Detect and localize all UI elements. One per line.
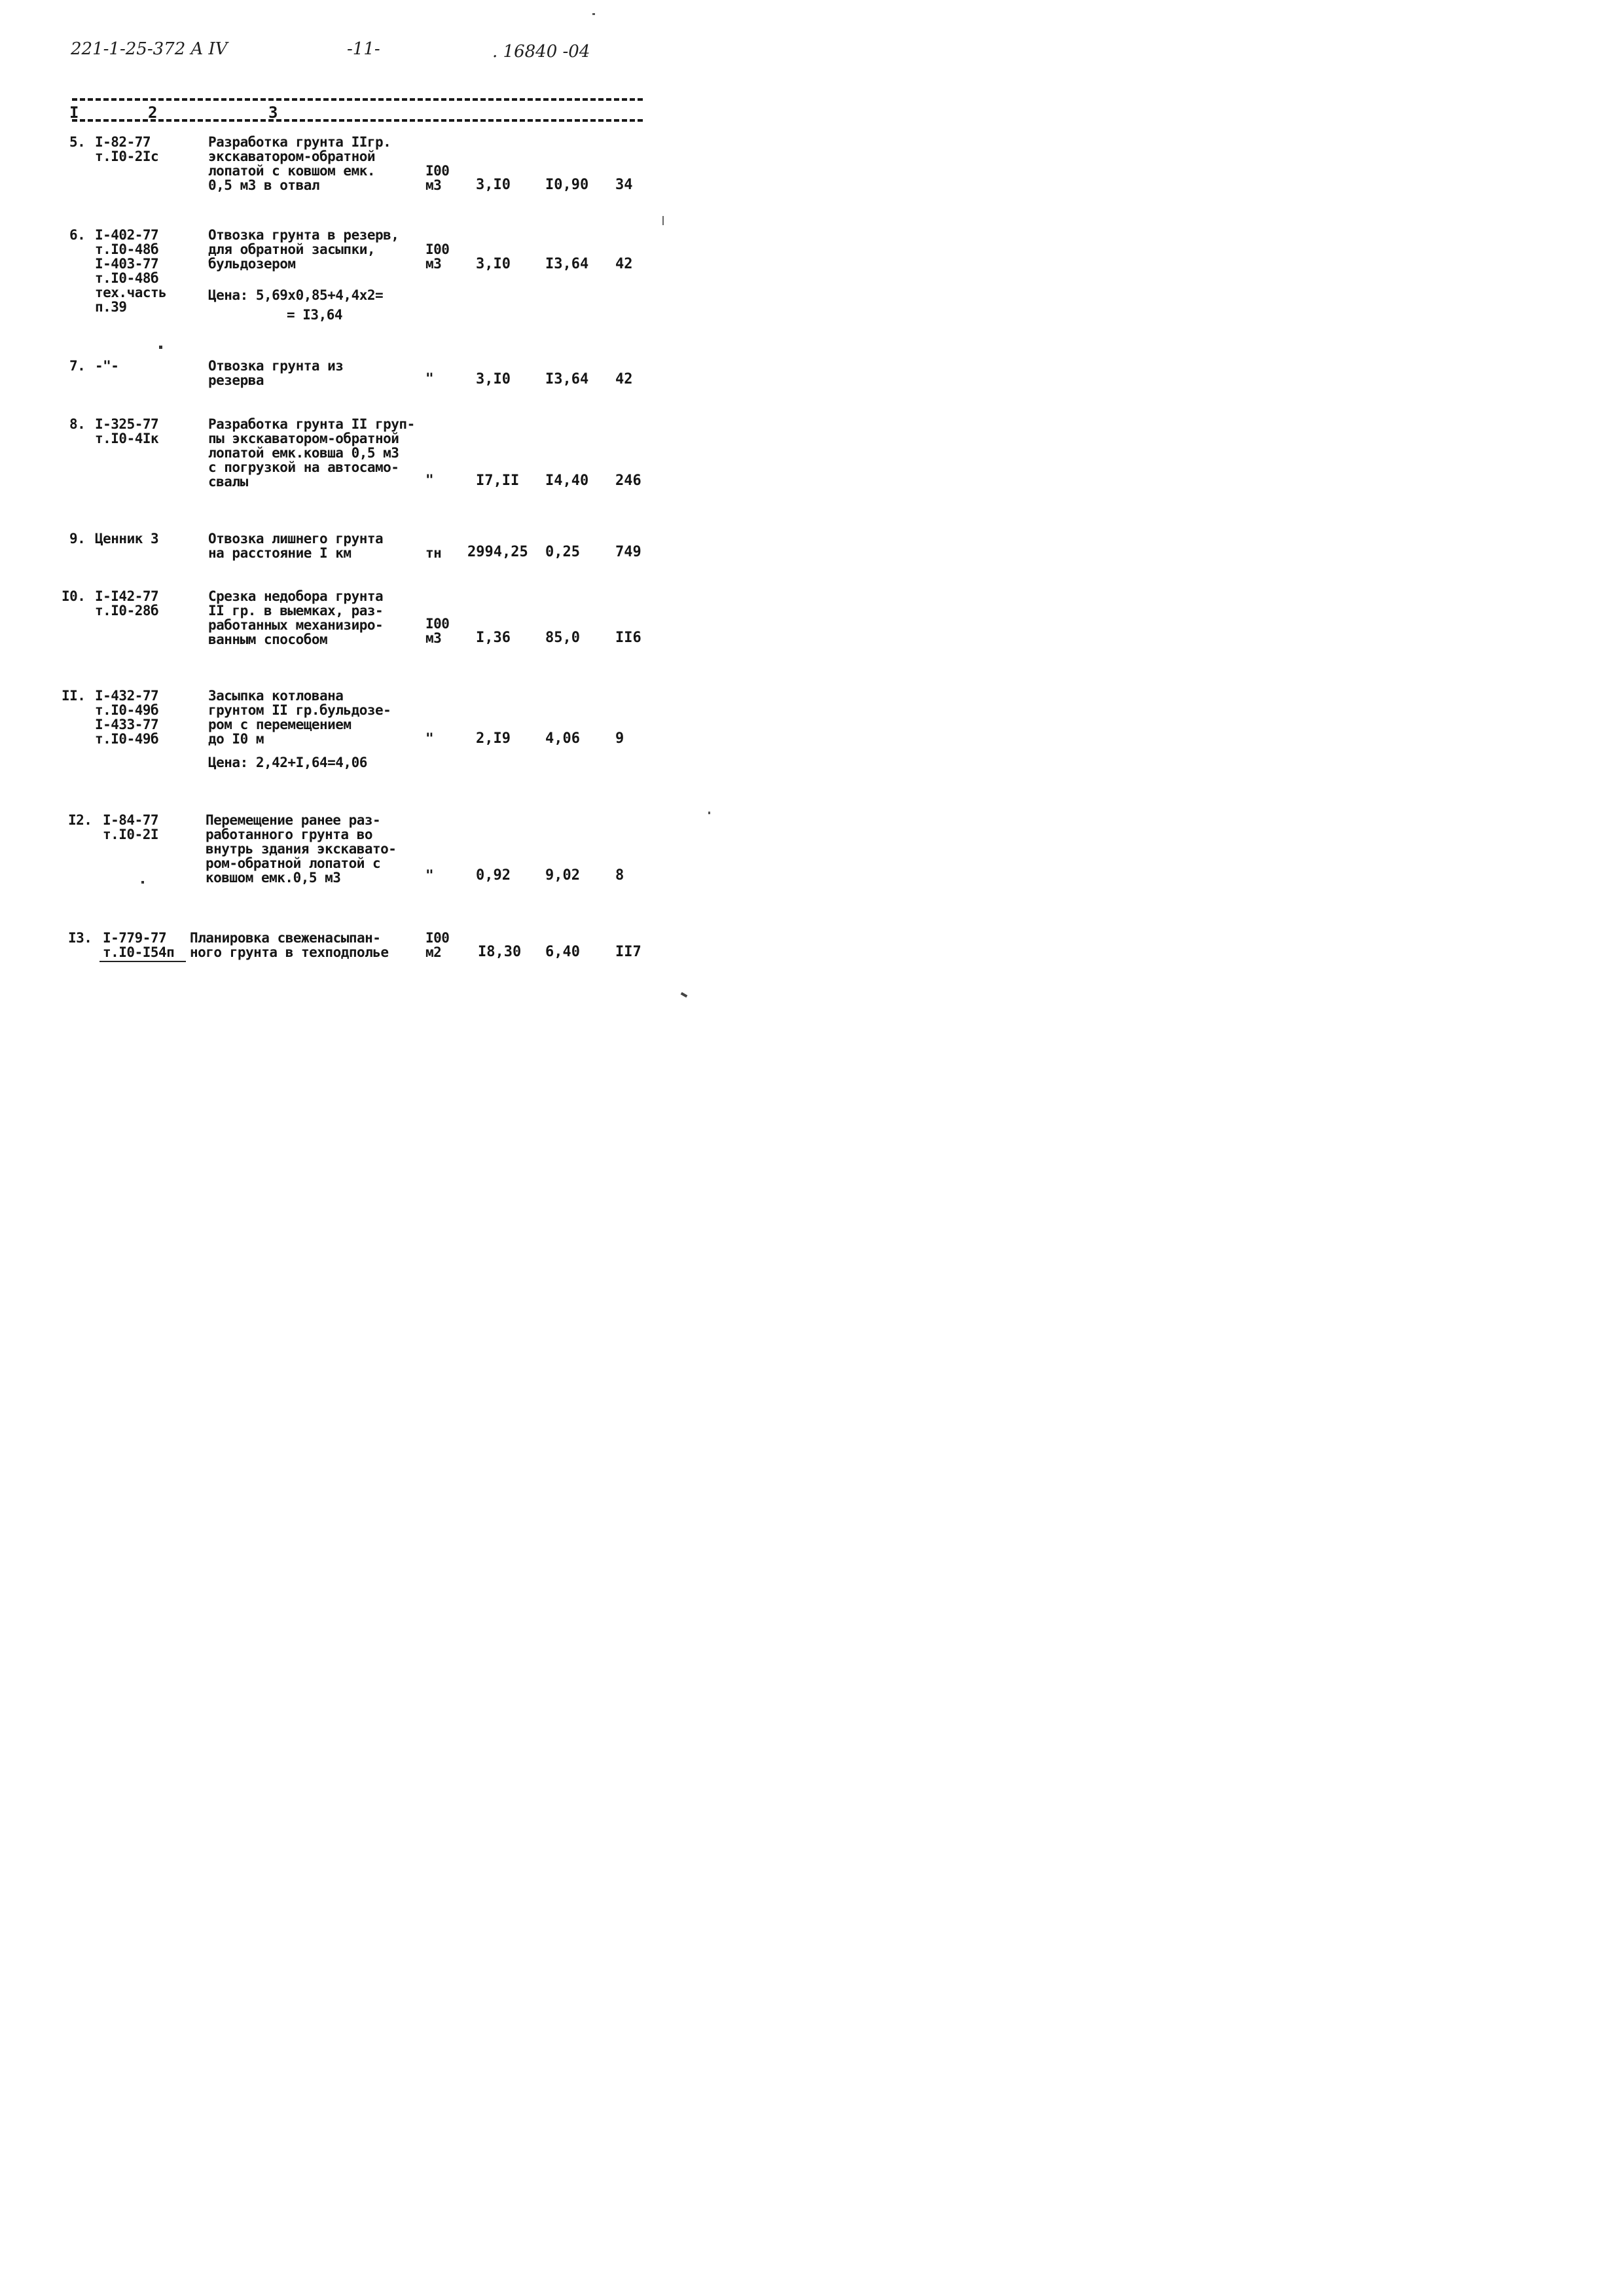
unit: I00 м3: [425, 163, 450, 193]
unit: ": [425, 472, 434, 488]
quantity: 3,I0: [476, 371, 511, 387]
total-cost: II7: [615, 944, 641, 960]
row-number: 5.: [69, 134, 86, 150]
norm-code: I-84-77 т.I0-2I: [103, 812, 159, 842]
total-cost: 9: [615, 730, 624, 747]
row-number: I2.: [68, 812, 92, 828]
quantity: 2,I9: [476, 730, 511, 747]
total-cost: 749: [615, 544, 641, 560]
work-description: Разработка грунта IIгр. экскаватором-обратной лопатой с ковшом емк. 0,5 м3 в отвал: [208, 134, 391, 193]
price-formula-result: = I3,64: [287, 307, 343, 323]
quantity: 3,I0: [476, 177, 511, 193]
quantity: 0,92: [476, 867, 511, 884]
scan-speck: [141, 881, 144, 884]
work-description: Отвозка грунта из резерва: [208, 358, 344, 388]
unit-price: 9,02: [545, 867, 580, 884]
quantity: 2994,25: [467, 544, 528, 560]
quantity: I7,II: [476, 473, 520, 489]
norm-code: I-325-77 т.I0-4Iк: [95, 416, 159, 446]
scan-speck: [592, 13, 595, 15]
header-top-rule: [72, 98, 643, 101]
quantity: I8,30: [478, 944, 522, 960]
norm-code: -"-: [95, 358, 119, 374]
header-bottom-rule: [72, 119, 643, 122]
unit: ": [425, 730, 434, 746]
unit-price: 0,25: [545, 544, 580, 560]
total-cost: 34: [615, 177, 633, 193]
norm-code: Ценник 3: [95, 531, 159, 547]
scan-speck: [681, 992, 688, 997]
unit-price: I0,90: [545, 177, 589, 193]
quantity: I,36: [476, 630, 511, 646]
work-description: Отвозка лишнего грунта на расстояние I км: [208, 531, 384, 561]
work-description: Планировка свеженасыпан- ного грунта в техподполье: [190, 930, 389, 960]
unit-price: 85,0: [545, 630, 580, 646]
scan-speck: [708, 812, 710, 814]
unit: I00 м3: [425, 242, 450, 272]
norm-code: I-432-77 т.I0-49б I-433-77 т.I0-49б: [95, 688, 159, 747]
price-formula: Цена: 2,42+I,64=4,06: [208, 755, 367, 770]
work-description: Разработка грунта II груп- пы экскаватором-обратной лопатой емк.ковша 0,5 м3 с погрузкой на автосамо- свалы: [208, 416, 415, 490]
unit-price: I3,64: [545, 256, 589, 272]
norm-code: I-82-77 т.I0-2Iс: [95, 134, 159, 164]
unit-price: 6,40: [545, 944, 580, 960]
row-number: 8.: [69, 416, 86, 432]
code-underline: [99, 961, 186, 962]
column-header-3: 3: [268, 103, 278, 122]
document-code: 221-1-25-372 A IV: [71, 39, 228, 59]
unit-price: 4,06: [545, 730, 580, 747]
row-number: 6.: [69, 227, 86, 243]
work-description: Отвозка грунта в резерв, для обратной засыпки, бульдозером: [208, 227, 399, 272]
price-formula: Цена: 5,69х0,85+4,4х2=: [208, 287, 384, 303]
column-header-1: I: [69, 103, 79, 122]
archive-number: . 16840 -04: [492, 42, 590, 62]
unit: I00 м3: [425, 616, 450, 646]
unit-price: I4,40: [545, 473, 589, 489]
unit: тн: [425, 545, 442, 561]
total-cost: 246: [615, 473, 641, 489]
unit: I00 м2: [425, 930, 450, 960]
row-number: 7.: [69, 358, 86, 374]
total-cost: II6: [615, 630, 641, 646]
work-description: Засыпка котлована грунтом II гр.бульдозе- ром с перемещением до I0 м: [208, 688, 391, 747]
column-header-2: 2: [148, 103, 158, 122]
work-description: Срезка недобора грунта II гр. в выемках, раз- работанных механизиро- ванным способом: [208, 588, 384, 647]
row-number: I0.: [62, 588, 86, 604]
total-cost: 42: [615, 256, 633, 272]
page-number: -11-: [347, 39, 380, 59]
unit: ": [425, 867, 434, 883]
unit-price: I3,64: [545, 371, 589, 387]
total-cost: 42: [615, 371, 633, 387]
unit: ": [425, 370, 434, 386]
row-number: I3.: [68, 930, 92, 946]
norm-code: I-I42-77 т.I0-28б: [95, 588, 159, 619]
work-description: Перемещение ранее раз- работанного грунта во внутрь здания экскавато- ром-обратной лопатой с ковшом емк.0,5 м3: [206, 812, 397, 886]
total-cost: 8: [615, 867, 624, 884]
norm-code: I-402-77 т.I0-48б I-403-77 т.I0-48б тех.часть п.39: [95, 227, 167, 315]
quantity: 3,I0: [476, 256, 511, 272]
row-number: II.: [62, 688, 86, 704]
row-number: 9.: [69, 531, 86, 547]
scan-speck: [159, 346, 162, 349]
scan-speck: [662, 216, 664, 225]
norm-code: I-779-77 т.I0-I54п: [103, 930, 175, 960]
